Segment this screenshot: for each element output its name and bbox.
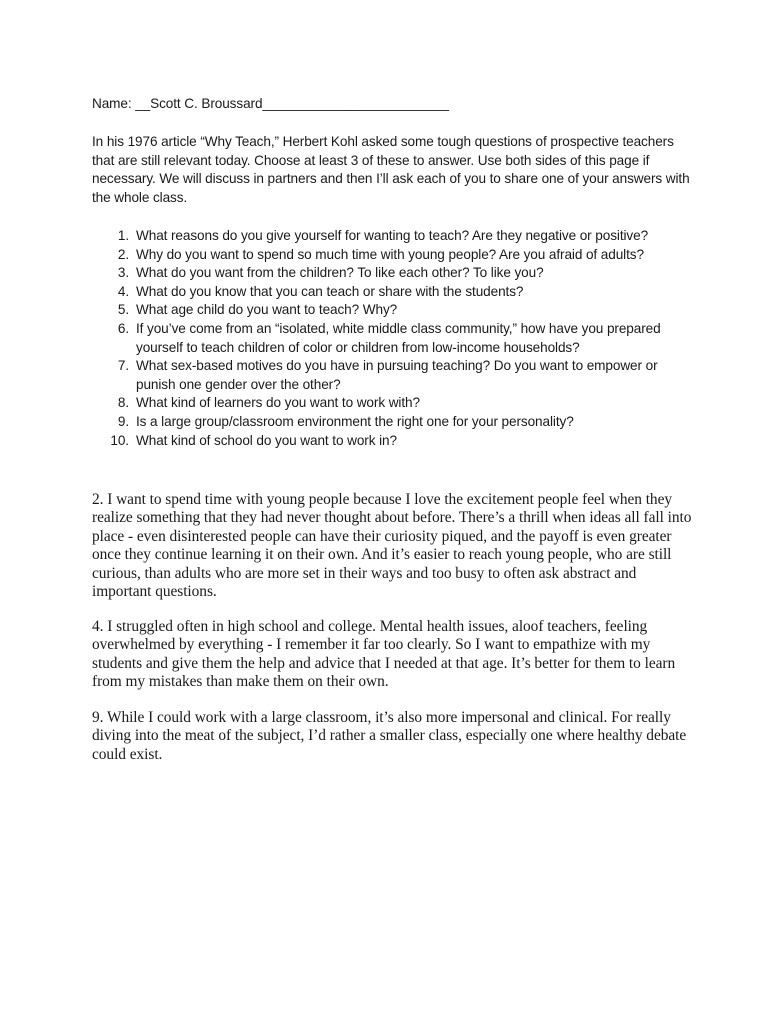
- question-item: [107, 264, 697, 283]
- question-number: 5.: [117, 302, 129, 318]
- question-number: 7.: [117, 358, 129, 374]
- question-list: [107, 227, 697, 450]
- question-number: 6.: [117, 320, 129, 336]
- question-text: Is a large group/classroom environment the right one for your personality?: [136, 413, 574, 429]
- question-item: [107, 320, 697, 357]
- intro-paragraph: In his 1976 article “Why Teach,” Herbert Kohl asked some tough questions of prospective teachers that are still relevant today. Choose at least 3 of these to answer. Use both sides of this page if necessary. We will discuss in partners and then I’ll ask each of you to share one of your answers with the whole class.: [92, 134, 690, 205]
- question-item: [107, 394, 697, 413]
- question-number: 3.: [117, 265, 129, 281]
- question-item: [107, 283, 697, 302]
- question-item: [107, 432, 697, 451]
- question-number: 10.: [110, 432, 129, 448]
- question-text: What kind of learners do you want to work with?: [136, 395, 420, 411]
- question-text: What do you know that you can teach or share with the students?: [136, 283, 524, 299]
- question-number: 4.: [117, 283, 129, 299]
- question-number: 8.: [117, 395, 129, 411]
- question-item: [107, 227, 697, 246]
- question-text: What do you want from the children? To like each other? To like you?: [136, 265, 544, 281]
- name-line: Name: __Scott C. Broussard_________________________: [92, 96, 449, 111]
- question-text: What kind of school do you want to work in?: [136, 432, 397, 448]
- question-text: If you’ve come from an “isolated, white middle class community,” how have you prepared yourself to teach children of color or children from low-income households?: [136, 320, 661, 355]
- question-text: What reasons do you give yourself for wanting to teach? Are they negative or positive?: [136, 228, 649, 243]
- answer-paragraph-4: 4. I struggled often in high school and college. Mental health issues, aloof teachers, feeling overwhelmed by everything - I remember it far too clearly. So I want to empathize with my students and give them the help and advice that I needed at that age. It’s better for them to learn from my mistakes than make them on their own.: [92, 618, 676, 691]
- question-text: What sex-based motives do you have in pursuing teaching? Do you want to empower or punish one gender over the other?: [136, 358, 658, 392]
- answer-paragraph-9: 9. While I could work with a large classroom, it’s also more impersonal and clinical. For really diving into the meat of the subject, I’d rather a smaller class, especially one where healthy debate could exist.: [92, 709, 687, 763]
- question-number: 9.: [117, 413, 129, 429]
- question-item: [107, 357, 697, 394]
- question-text: Why do you want to spend so much time with young people? Are you afraid of adults?: [136, 246, 644, 262]
- question-text: What age child do you want to teach? Why?: [136, 302, 398, 318]
- question-number: 2.: [117, 246, 129, 262]
- question-item: [107, 413, 697, 432]
- answer-paragraph-2: 2. I want to spend time with young people because I love the excitement people feel when they realize something that they had never thought about before. There’s a thrill when ideas all fall into place - even disinterested people can have their curiosity piqued, and the payoff is even greater once they continue learning it on their own. And it’s easier to reach young people, who are still curious, than adults who are more set in their ways and too busy to often ask abstract and important questions.: [92, 491, 692, 601]
- question-item: [107, 301, 697, 320]
- question-number: 1.: [117, 228, 129, 243]
- question-item: [107, 246, 697, 265]
